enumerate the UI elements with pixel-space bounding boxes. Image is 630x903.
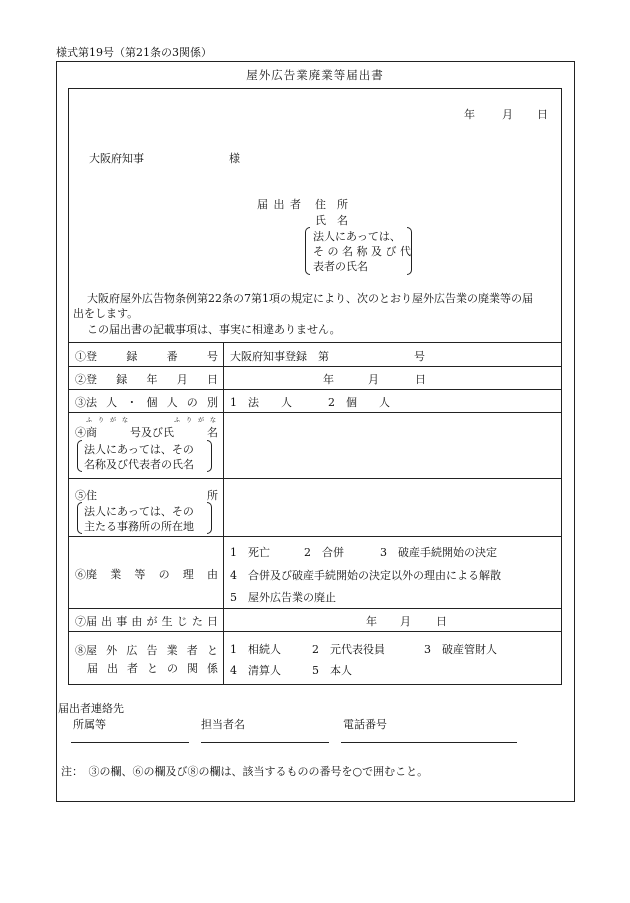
label-char: 録 (116, 373, 128, 386)
body-text-2: 出をします。 (73, 307, 139, 320)
label-char: 者 (127, 662, 138, 675)
label-char: ①登 (75, 350, 97, 363)
contact-phone-line (341, 742, 517, 743)
row1-label (75, 348, 218, 364)
label-char: 業 (110, 568, 122, 581)
label-char: 告 (146, 644, 158, 657)
label-char: 番 (166, 350, 178, 363)
date-year: 年 (464, 108, 475, 121)
row4-note-1: 法人にあっては、その (84, 443, 194, 456)
label-char: と (147, 662, 158, 675)
contact-person-label: 担当者名 (201, 718, 245, 731)
row3-option-1: 1 法 人 (230, 396, 292, 409)
label-char: と (206, 644, 218, 657)
label-char: 日 (207, 615, 218, 628)
body-text-1: 大阪府屋外広告物条例第22条の7第1項の規定により、次のとおり屋外広告業の廃業等の届 (87, 292, 533, 305)
label-char: 係 (207, 662, 218, 675)
row4-note-2: 名称及び代表者の氏名 (84, 458, 194, 471)
row8-label-1 (75, 642, 218, 658)
contact-dept-label: 所属等 (73, 718, 106, 731)
table-line-7 (68, 608, 562, 609)
contact-phone-label: 電話番号 (343, 718, 387, 731)
label-char: ⑧屋 (75, 644, 97, 657)
label-char: 出 (101, 615, 113, 628)
date-day: 日 (537, 108, 548, 121)
notifier-address-label: 住 所 (315, 198, 348, 211)
row5-note-2: 主たる事務所の所在地 (84, 520, 194, 533)
contact-dept-line (71, 742, 189, 743)
label-char: の (186, 396, 198, 409)
label-char: 録 (126, 350, 138, 363)
label-char: 出 (107, 662, 118, 675)
row6-reason-3: 3 破産手続開始の決定 (380, 546, 497, 559)
row7-label (75, 613, 218, 629)
label-char: 届 (87, 662, 98, 675)
row5-bracket-left (77, 502, 82, 534)
label-char: 号及び氏 (130, 426, 174, 439)
row1-value-b: 号 (414, 350, 425, 363)
label-char: 由 (206, 568, 218, 581)
notifier-name-label: 氏 名 (315, 214, 348, 227)
label-char: 所 (207, 489, 218, 502)
label-char: ・ (126, 396, 138, 409)
label-char: ②登 (75, 373, 97, 386)
label-char: 生 (161, 615, 173, 628)
body-text-3: この届出書の記載事項は、事実に相違ありません。 (87, 323, 341, 336)
document-title: 屋外広告業廃業等届出書 (246, 68, 384, 82)
label-char: 者 (186, 644, 198, 657)
label-char: 理 (182, 568, 194, 581)
table-line-2 (68, 366, 562, 367)
label-char: た (191, 615, 203, 628)
row4-ruby-1: ふ り が な (86, 417, 129, 424)
label-char: 等 (134, 568, 146, 581)
table-top-line (68, 342, 562, 343)
label-char: 広 (126, 644, 138, 657)
row2-year: 年 (323, 373, 334, 386)
label-char: 業 (166, 644, 178, 657)
label-char: ③法 (75, 396, 97, 409)
label-char: 由 (131, 615, 143, 628)
row7-year: 年 (366, 615, 377, 628)
row8-option-3: 3 破産管財人 (424, 643, 497, 656)
table-line-8 (68, 631, 562, 632)
row8-option-1: 1 相続人 (230, 643, 281, 656)
row6-reason-2: 2 合併 (304, 546, 344, 559)
row8-label-2 (87, 660, 218, 676)
label-char: 人 (106, 396, 118, 409)
label-char: ⑦届 (75, 615, 97, 628)
row6-reason-1: 1 死亡 (230, 546, 270, 559)
row2-month: 月 (368, 373, 379, 386)
table-line-6 (68, 536, 562, 537)
row3-label (75, 394, 218, 410)
row4-ruby-2: ふ り が な (174, 417, 217, 424)
label-char: 日 (207, 373, 218, 386)
label-char: 外 (106, 644, 118, 657)
notifier-bracket-left (305, 227, 310, 275)
label-char: 事 (116, 615, 128, 628)
contact-header: 届出者連絡先 (58, 702, 124, 715)
row5-label (75, 487, 218, 503)
notifier-corp-note-3: 表者の氏名 (313, 260, 368, 273)
row5-note-1: 法人にあっては、その (84, 505, 194, 518)
form-number: 様式第19号（第21条の3関係） (56, 46, 212, 59)
label-char: 人 (166, 396, 178, 409)
label-char: 号 (206, 350, 218, 363)
addressee-name: 大阪府知事 (89, 152, 144, 165)
label-char: 年 (146, 373, 158, 386)
table-line-3 (68, 389, 562, 390)
row2-day: 日 (415, 373, 426, 386)
row4-bracket-right (207, 440, 212, 472)
row6-reason-4: 4 合併及び破産手続開始の決定以外の理由による解散 (230, 569, 501, 582)
notifier-corp-note-2: そ の 名 称 及 び 代 (313, 245, 411, 258)
row2-label (75, 371, 218, 387)
row8-option-2: 2 元代表役員 (312, 643, 385, 656)
date-month: 月 (502, 108, 513, 121)
notifier-label: 届 出 者 (257, 198, 302, 211)
addressee-honorific: 様 (229, 152, 240, 165)
label-char: じ (176, 615, 188, 628)
row6-reason-5: 5 屋外広告業の廃止 (230, 591, 336, 604)
row7-month: 月 (400, 615, 411, 628)
row1-value-a: 大阪府知事登録 第 (230, 350, 329, 363)
row4-label (75, 424, 218, 440)
row6-label (75, 566, 218, 582)
table-line-4 (68, 412, 562, 413)
label-char: の (167, 662, 178, 675)
label-char: ⑤住 (75, 489, 97, 502)
table-divider (223, 342, 224, 685)
notifier-corp-note-1: 法人にあっては、 (313, 230, 401, 243)
label-char: 月 (176, 373, 188, 386)
footer-note: 注： ③の欄、⑥の欄及び⑧の欄は、該当するものの番号を○で囲むこと。 (61, 765, 429, 778)
row3-option-2: 2 個 人 (328, 396, 390, 409)
label-char: ⑥廃 (75, 568, 97, 581)
label-char: の (158, 568, 170, 581)
row8-option-5: 5 本人 (312, 664, 352, 677)
label-char: 個 (146, 396, 158, 409)
contact-person-line (201, 742, 329, 743)
table-line-5 (68, 478, 562, 479)
row5-bracket-right (207, 502, 212, 534)
row4-bracket-left (77, 440, 82, 472)
row7-day: 日 (436, 615, 447, 628)
label-char: ④商 (75, 426, 97, 439)
label-char: が (146, 615, 158, 628)
row8-option-4: 4 清算人 (230, 664, 281, 677)
label-char: 名 (207, 426, 218, 439)
label-char: 別 (206, 396, 218, 409)
label-char: 関 (187, 662, 198, 675)
